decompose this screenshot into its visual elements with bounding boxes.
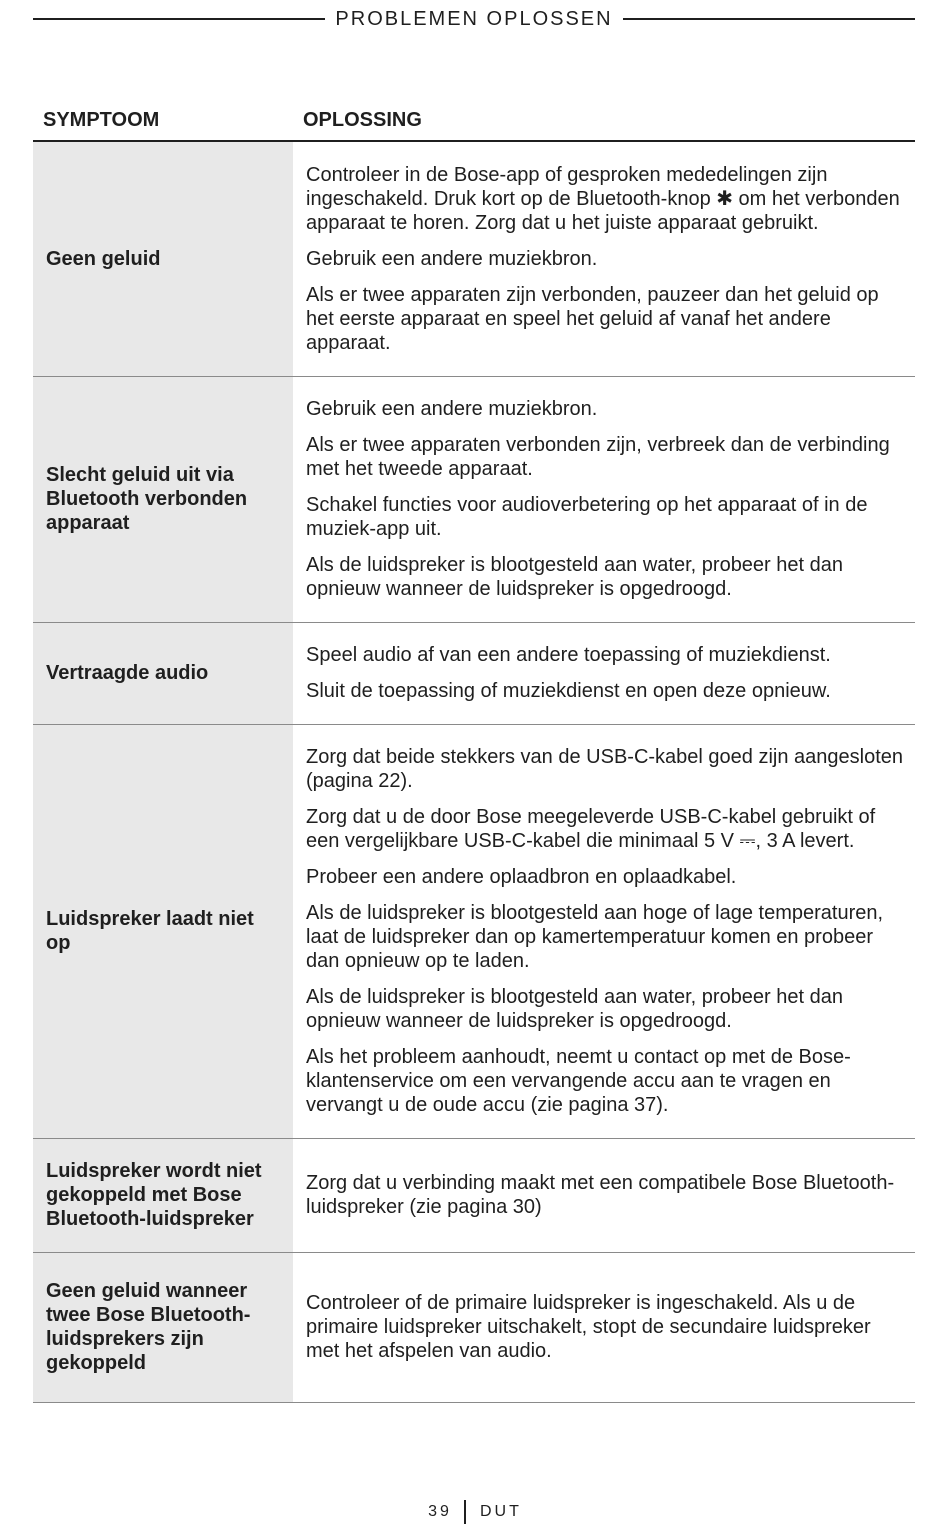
- symptom-cell: Geen geluid: [33, 141, 293, 376]
- solution-text: Als de luidspreker is blootgesteld aan hoge of lage temperaturen, laat de luidspreker dan op kamertemperatuur komen en probeer dan opnieuw op te laden.: [306, 902, 884, 972]
- table-row: [33, 1252, 915, 1402]
- solution-text: Zorg dat u verbinding maakt met een compatibele Bose Bluetooth-luidspreker (zie pagina 30): [306, 1172, 895, 1218]
- symptom-cell: Luidspreker wordt niet gekoppeld met Bose Bluetooth-luidspreker: [33, 1138, 293, 1252]
- solution-text: Schakel functies voor audioverbetering op het apparaat of in de muziek-app uit.: [306, 494, 868, 540]
- solution-cell: [293, 1252, 915, 1402]
- page-header: [33, 6, 915, 32]
- header-rule-right: [623, 18, 915, 20]
- troubleshooting-table: [33, 100, 915, 1403]
- column-header-solution: OPLOSSING: [293, 100, 915, 141]
- table-row: [33, 724, 915, 1138]
- solution-text: Controleer in de Bose-app of gesproken mededelingen zijn ingeschakeld. Druk kort op de Bluetooth-knop ✱ om het verbonden apparaat te horen. Zorg dat u het juiste apparaat gebruikt.: [306, 163, 900, 234]
- solution-text: Sluit de toepassing of muziekdienst en open deze opnieuw.: [306, 680, 831, 702]
- symptom-cell: Vertraagde audio: [33, 622, 293, 724]
- table-row: [33, 376, 915, 622]
- solution-text: Als de luidspreker is blootgesteld aan water, probeer het dan opnieuw wanneer de luidspreker is opgedroogd.: [306, 986, 844, 1032]
- page-title: PROBLEMEN OPLOSSEN: [335, 7, 613, 30]
- solution-text: Zorg dat u de door Bose meegeleverde USB-C-kabel gebruikt of een vergelijkbare USB-C-kabel die minimaal 5 V ⎓, 3 A levert.: [306, 806, 876, 852]
- solution-cell: [293, 622, 915, 724]
- table-row: [33, 1138, 915, 1252]
- symptom-cell: Slecht geluid uit via Bluetooth verbonden apparaat: [33, 376, 293, 622]
- column-header-symptom: SYMPTOOM: [33, 100, 293, 141]
- solution-text: Als de luidspreker is blootgesteld aan water, probeer het dan opnieuw wanneer de luidspreker is opgedroogd.: [306, 554, 844, 600]
- solution-text: Als er twee apparaten verbonden zijn, verbreek dan de verbinding met het tweede apparaat.: [306, 434, 890, 480]
- solution-text: Als er twee apparaten zijn verbonden, pauzeer dan het geluid op het eerste apparaat en speel het geluid af vanaf het andere apparaat.: [306, 283, 879, 354]
- solution-text: Gebruik een andere muziekbron.: [306, 398, 598, 420]
- header-rule-left: [33, 18, 325, 20]
- footer-divider: [464, 1500, 466, 1524]
- language-code: DUT: [479, 1503, 522, 1520]
- table-header-row: [33, 100, 915, 141]
- symptom-cell: Luidspreker laadt niet op: [33, 724, 293, 1138]
- solution-text: Speel audio af van een andere toepassing of muziekdienst.: [306, 644, 831, 666]
- table-row: [33, 622, 915, 724]
- solution-cell: [293, 724, 915, 1138]
- page-number: 39: [428, 1503, 452, 1520]
- solution-cell: [293, 1138, 915, 1252]
- solution-cell: [293, 376, 915, 622]
- symptom-cell: Geen geluid wanneer twee Bose Bluetooth-luidsprekers zijn gekoppeld: [33, 1252, 293, 1402]
- solution-text: Controleer of de primaire luidspreker is ingeschakeld. Als u de primaire luidspreker uitschakelt, stopt de secundaire luidspreker met het afspelen van audio.: [306, 1292, 871, 1362]
- solution-text: Gebruik een andere muziekbron.: [306, 247, 598, 270]
- solution-text: Probeer een andere oplaadbron en oplaadkabel.: [306, 866, 737, 888]
- solution-text: Zorg dat beide stekkers van de USB-C-kabel goed zijn aangesloten (pagina 22).: [306, 746, 904, 792]
- page-footer: [0, 1497, 950, 1527]
- table-row: [33, 141, 915, 376]
- solution-text: Als het probleem aanhoudt, neemt u contact op met de Bose-klantenservice om een vervangende accu aan te vragen en vervangt u de oude accu (zie pagina 37).: [306, 1046, 851, 1116]
- solution-cell: [293, 141, 915, 376]
